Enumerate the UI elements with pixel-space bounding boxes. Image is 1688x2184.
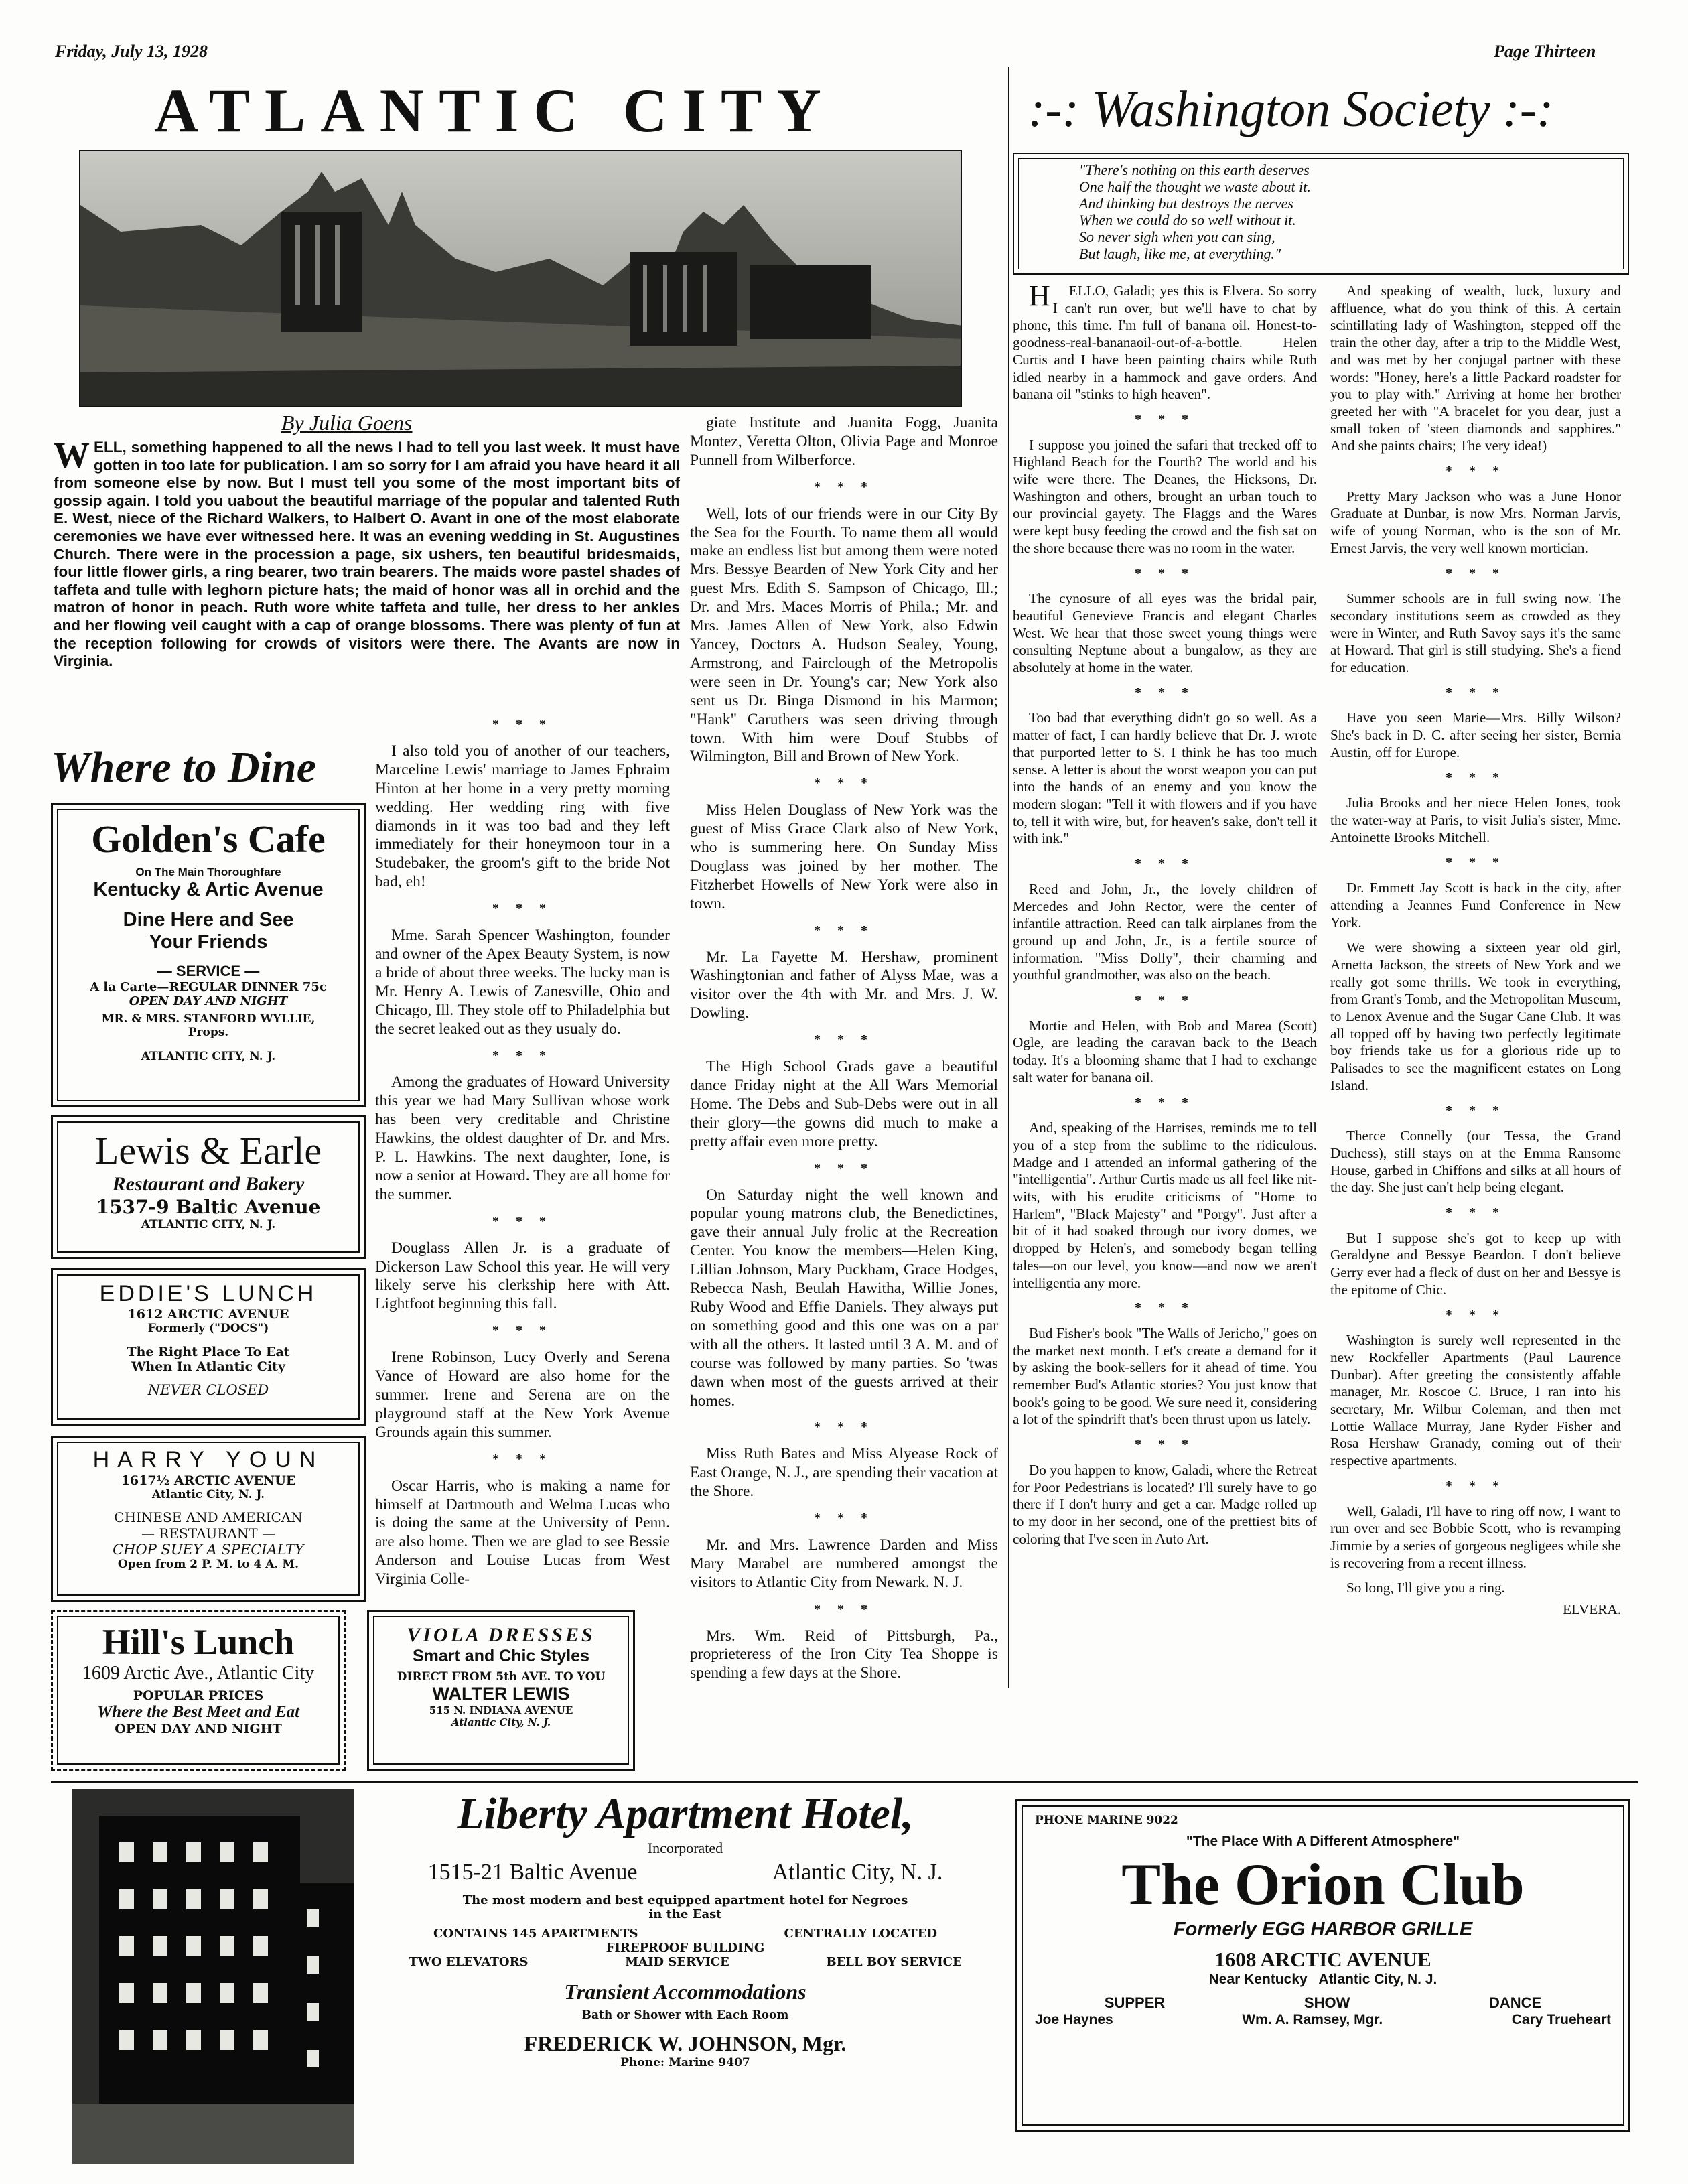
paragraph: We were showing a sixteen year old girl, Arnetta Jackson, the streets of New York and we really got some thrills. We took in everything, from Grant's Tomb, and the Metropolitan Museum, to Lenox Avenue and the Sugar Cane Club. It was all topped off by having two perfectly legitimate boy friends take us for a glorious ride up to Palisades to see the magnificent estates on Long Island. <box>1330 939 1621 1093</box>
separator: * * * <box>814 1511 874 1526</box>
drop-initial: H <box>1029 279 1050 312</box>
byline: By Julia Goens <box>281 411 413 435</box>
paragraph: Too bad that everything didn't go so well. As a matter of fact, I can hardly believe that Dr. J. wrote that purported letter to S. I think he has too much sense. A letter is about the worst weapon you can put into the hands of an enemy and you know the modern slogan: "Tell it with flowers and if you have to, tell it with wire, but, for heaven's sake, don't tell it with ink." <box>1013 709 1317 847</box>
hotel-photo-illustration <box>80 151 962 407</box>
ad-line: Where the Best Meet and Eat <box>96 1703 300 1721</box>
ad-line: in the East <box>648 1907 722 1921</box>
orion-club-ad <box>1015 1799 1630 2132</box>
washington-column-right <box>1330 283 1621 1619</box>
separator: * * * <box>1446 1103 1506 1118</box>
separator: * * * <box>1135 565 1195 581</box>
separator: * * * <box>1446 855 1506 870</box>
atlantic-column-middle <box>375 715 670 1597</box>
separator: * * * <box>492 1451 553 1466</box>
paragraph: Oscar Harris, who is making a name for himself at Dartmouth and Welma Lucas who is doing the same at the University of Penn. are also home. Then we are glad to see Bessie Anderson and Louise Lucas from West Virginia Colle- <box>375 1477 670 1588</box>
ad-line: Wm. A. Ramsey, Mgr. <box>1242 2012 1383 2027</box>
ad-line: DANCE <box>1488 1994 1542 2011</box>
separator: * * * <box>1446 464 1506 479</box>
atlantic-lead <box>54 435 680 671</box>
viola-dresses-ad <box>367 1610 635 1771</box>
separator: * * * <box>814 1601 874 1617</box>
ad-line: 1515-21 Baltic Avenue <box>427 1860 638 1885</box>
paragraph: giate Institute and Juanita Fogg, Juanita Montez, Veretta Olton, Olivia Page and Monroe Punnell from Wilberforce. <box>690 414 998 469</box>
separator: * * * <box>1135 685 1195 700</box>
hills-lunch-ad <box>51 1610 346 1771</box>
separator: * * * <box>1446 1307 1506 1322</box>
paragraph: Irene Robinson, Lucy Overly and Serena Vance of Howard are also home for the summer. Irene and Serena are on the playground staff at the New York Avenue Grounds again this summer. <box>375 1349 670 1441</box>
ad-title: Liberty Apartment Hotel, <box>457 1789 914 1838</box>
ad-line: Formerly EGG HARBOR GRILLE <box>1173 1919 1473 1940</box>
poem-box <box>1013 153 1629 275</box>
ad-line: MAID SERVICE <box>625 1955 729 1969</box>
separator: * * * <box>492 1213 553 1229</box>
paragraph: Bud Fisher's book "The Walls of Jericho," goes on the market next month. Let's create a demand for it by asking the book-sellers for it ahead of time. You remember Bud's Atlantic stories? You just know that book's going to be good. We sure need it, considering a lot of the spindrift that's been thrust upon us lately. <box>1013 1324 1317 1428</box>
paragraph: The cynosure of all eyes was the bridal pair, beautiful Genevieve Francis and elegant Charles West. We hear that those sweet young things were consulting Neptune about a bungalow, as they are absolutely at home in the water. <box>1013 590 1317 676</box>
ad-line: WALTER LEWIS <box>432 1684 570 1704</box>
ad-line: — RESTAURANT — <box>141 1525 275 1542</box>
separator: * * * <box>814 1160 874 1176</box>
paragraph: Miss Helen Douglass of New York was the guest of Miss Grace Clark also of New York, who is summering here. On Sunday Miss Douglass was joined by her mother. The Fitzherbet Howells of New York were also in town. <box>690 801 998 912</box>
goldens-cafe-ad <box>51 803 366 1107</box>
ad-line: FREDERICK W. JOHNSON, Mgr. <box>524 2031 847 2055</box>
separator: * * * <box>492 901 553 916</box>
separator: * * * <box>814 1032 874 1048</box>
poem-line: And thinking but destroys the nerves <box>1079 195 1293 212</box>
washington-society-title: :-: Washington Society :-: <box>1028 81 1554 137</box>
ad-line: Formerly ("DOCS") <box>147 1322 269 1335</box>
separator: * * * <box>814 776 874 791</box>
lewis-earle-ad <box>51 1115 366 1259</box>
paragraph: Mr. and Mrs. Lawrence Darden and Miss Mary Marabel are numbered amongst the visitors to Atlantic City from Newark. N. J. <box>690 1535 998 1591</box>
ad-line: Your Friends <box>149 931 268 953</box>
poem-line: "There's nothing on this earth deserves <box>1079 161 1310 178</box>
separator: * * * <box>492 1323 553 1339</box>
separator: * * * <box>1446 1205 1506 1221</box>
separator: * * * <box>1446 1478 1506 1493</box>
ad-line: A la Carte—REGULAR DINNER 75c <box>90 980 327 994</box>
paragraph: Among the graduates of Howard University this year we had Mary Sullivan whose work has been very creditable and Christine Hawkins, the oldest daughter of Dr. and Mrs. P. L. Hawkins. The next daughter, Ione, is now a senior at Howard. They are all home for the summer. <box>375 1073 670 1203</box>
atlantic-city-title: ATLANTIC CITY <box>154 76 836 145</box>
separator: * * * <box>1135 856 1195 872</box>
ad-line: ATLANTIC CITY, N. J. <box>141 1050 276 1063</box>
liberty-hotel-ad <box>72 1789 1010 2164</box>
ad-line: ATLANTIC CITY, N. J. <box>141 1218 276 1231</box>
washington-column-left <box>1013 279 1317 1556</box>
drop-initial: W <box>54 435 90 475</box>
ad-line: Props. <box>188 1026 229 1039</box>
atlantic-column-right <box>690 414 998 1691</box>
ad-line: OPEN DAY AND NIGHT <box>115 1722 282 1736</box>
ad-line: CHINESE AND AMERICAN <box>114 1509 303 1525</box>
ad-line: CONTAINS 145 APARTMENTS <box>433 1927 638 1941</box>
ad-line: On The Main Thoroughfare <box>135 866 281 878</box>
paragraph: H ELLO, Galadi; yes this is Elvera. So sorry I can't run over, but we'll have to chat by phone, this time. I'm full of banana oil. Honest-to-goodness-real-bananaoil-out-of-a-bottle. Helen Curtis and I have been painting chairs while Ruth idled nearby in a hammock and gave orders. And banana oil "stinks to high heaven". <box>1013 279 1317 403</box>
separator: * * * <box>1135 1437 1195 1452</box>
ad-line: The Right Place To Eat <box>127 1345 290 1359</box>
paragraph: Mr. La Fayette M. Hershaw, prominent Washingtonian and father of Alyss Mae, was a visitor over the 4th with Mr. and Mrs. J. W. Dowling. <box>690 948 998 1022</box>
ad-line: Atlantic City, N. J. <box>451 1716 551 1728</box>
ad-line: TWO ELEVATORS <box>409 1955 529 1969</box>
ad-line: MR. & MRS. STANFORD WYLLIE, <box>101 1012 315 1026</box>
ad-line: 1617½ ARCTIC AVENUE <box>121 1473 296 1488</box>
ad-line: 1537-9 Baltic Avenue <box>96 1196 321 1218</box>
paragraph: Douglass Allen Jr. is a graduate of Dickerson Law School this year. He will very likely serve his clerkship here with Att. Lightfoot beginning this fall. <box>375 1239 670 1313</box>
ad-title: Golden's Cafe <box>91 817 326 861</box>
ad-line: Near Kentucky Atlantic City, N. J. <box>1208 1972 1437 1987</box>
paragraph: Washington is surely well represented in the new Rockfeller Apartments (Paul Laurence Dunbar). After greeting the consistently affable manager, Mr. Roscoe C. Bruce, I ran into his secretary, Mr. Wilbur Coleman, and then met Lottie Wallace Murray, Jane Ryder Fisher and Rosa Hershaw Granady, coming out of their respective apartments. <box>1330 1332 1621 1469</box>
separator: * * * <box>1446 685 1506 700</box>
ad-line: POPULAR PRICES <box>133 1688 264 1703</box>
where-to-dine-heading: Where to Dine <box>51 743 316 792</box>
paragraph: Mme. Sarah Spencer Washington, founder and owner of the Apex Beauty System, is now a bride of about three weeks. The lucky man is Mr. Henry A. Lewis of Zanesville, Ohio and Chicago, Ill. They stole off to Philadelphia but the secret leaked out as they usualy do. <box>375 927 670 1038</box>
paragraph: I also told you of another of our teachers, Marceline Lewis' marriage to James Ephraim Hinton at her home in a very pretty morning wedding. Her wedding ring with five diamonds in it was too bad and they left immediately for their honeymoon tour in a Studebaker, the groom's gift to the bride Not bad, eh! <box>375 742 670 891</box>
ad-line: Incorporated <box>647 1840 723 1856</box>
lead-text: ELL, something happened to all the news I had to tell you last week. It must have gotten in too late for publication. I am so sorry for I am afraid you have heard it all from someone else by now. But I must tell you some of the most important bits of gossip again. I told you uabout the beautiful marriage of the popular and talented Ruth E. West, niece of the Richard Walkers, to Halbert O. Avant in one of the most elaborate ceremonies we have ever witnessed here. It was an evening wedding in St. Augustines Church. There were in the procession a page, six ushers, ten beautiful bridesmaids, four little flower girls, a ring bearer, two train bearers. The maids wore pastel shades of taffeta and tulle with leghorn picture hats; the maid of honor was all in orchid and the matron of honor in peach. Ruth wore white taffeta and tulle, her dress to her ankles and her flowing veil caught with a cap of orange blossoms. There was plenty of fun at the reception following for crowds of visitors were there. The Avants are now in Virginia. <box>54 439 680 670</box>
ad-title: EDDIE'S LUNCH <box>99 1281 318 1306</box>
paragraph: Do you happen to know, Galadi, where the Retreat for Poor Pedestrians is located? I'll surely have to go there if I don't hurry and get a car. Madge rolled up to my door in her second, one of the prettiest bits of coloring that I've seen in Auto Art. <box>1013 1461 1317 1547</box>
paragraph: Mrs. Wm. Reid of Pittsburgh, Pa., proprieteress of the Iron City Tea Shoppe is spending a few days at the Shore. <box>690 1627 998 1682</box>
ad-title: HARRY YOUN <box>92 1447 324 1473</box>
bottom-rule <box>51 1781 1638 1783</box>
separator: * * * <box>1446 565 1506 581</box>
ad-line: DIRECT FROM 5th AVE. TO YOU <box>397 1670 606 1684</box>
paragraph: So long, I'll give you a ring. <box>1346 1580 1505 1596</box>
paragraph: Pretty Mary Jackson who was a June Honor Graduate at Dunbar, is now Mrs. Norman Jarvis, wife of young Norman, who is the son of Mr. Ernest Jarvis, the very well known mortician. <box>1330 488 1621 556</box>
paragraph: Julia Brooks and her niece Helen Jones, took the water-way at Paris, to visit Julia's sister, Mme. Antoinette Brooks Mitchell. <box>1330 795 1621 845</box>
ad-line: Open from 2 P. M. to 4 A. M. <box>117 1558 299 1571</box>
ad-line: NEVER CLOSED <box>147 1382 269 1398</box>
paragraph: Summer schools are in full swing now. The secondary institutions seem as crowded as they were in Winter, and Ruth Savoy says it's the same at Howard. That girl is still studying. She's a fiend for education. <box>1330 590 1621 676</box>
column-rule <box>1008 67 1009 1688</box>
paragraph: The High School Grads gave a beautiful dance Friday night at the All Wars Memorial Home. The Debs and Sub-Debs were out in all their glory—the gowns did much to make a pretty affair even more pretty. <box>690 1058 998 1150</box>
ad-title: Lewis & Earle <box>94 1129 322 1172</box>
hotel-building-illustration <box>72 1789 354 2164</box>
ad-line: 1609 Arctic Ave., Atlantic City <box>82 1663 315 1684</box>
separator: * * * <box>1135 1300 1195 1316</box>
paragraph: And, speaking of the Harrises, reminds me to tell you of a step from the sublime to the ridiculous. Madge and I attended an informal gathering of the "intelligentia". Arthur Curtis made us all feel like nit-wits, with his erudite criticisms of "Home to Harlem", "Black Majesty" and "Porgy". Just after a bit of it had soaked through our ivory domes, we dropped by Helen's, and somebody began telling tales—on our level, you know—and now we aren't intelligentia any more. <box>1013 1119 1317 1291</box>
poem-line: But laugh, like me, at everything." <box>1079 245 1281 262</box>
poem-line: When we could do so well without it. <box>1079 212 1296 228</box>
eddies-lunch-ad <box>51 1268 366 1426</box>
ad-line: OPEN DAY AND NIGHT <box>129 994 288 1008</box>
paragraph: And speaking of wealth, luck, luxury and affluence, what do you think of this. A certain scintillating lady of Washington, stepped off the train the other day, after a trip to the Middle West, and was met by her conjugal partner with these words: "Honey, here's a little Packard roadster for you to play with." Arriving at home her brother greeted her with "A bracelet for you dear, just a small token of 'steen diamonds and sapphires." And she paints chairs; The very idea!) <box>1330 283 1621 454</box>
ad-line: PHONE MARINE 9022 <box>1035 1814 1178 1827</box>
ad-line: Atlantic City, N. J. <box>151 1488 265 1501</box>
separator: * * * <box>1446 770 1506 785</box>
separator: * * * <box>1135 1095 1195 1110</box>
separator: * * * <box>1135 411 1195 427</box>
ad-line: Phone: Marine 9407 <box>620 2056 750 2069</box>
paragraph: I suppose you joined the safari that trecked off to Highland Beach for the Fourth? The world and his wife were there. The Deanes, the Hicksons, Dr. Washington and others, brought an urban touch to our provincial gayety. The Flaggs and the Wares were kept busy feeding the crowd and the fish sat on the shore because there was no room in the water. <box>1013 436 1317 556</box>
ad-line: Smart and Chic Styles <box>413 1647 589 1665</box>
ad-title: Hill's Lunch <box>102 1622 295 1662</box>
signature: ELVERA. <box>1563 1601 1621 1618</box>
ad-line: Bath or Shower with Each Room <box>581 2008 789 2022</box>
separator: * * * <box>814 1420 874 1435</box>
paragraph: Well, Galadi, I'll have to ring off now, I want to run over and see Bobbie Scott, who is revamping Jimmie by a series of gorgeous negligees while she is recovering from a recent illness. <box>1330 1503 1621 1571</box>
ad-line: Joe Haynes <box>1035 2012 1113 2027</box>
ad-line: "The Place With A Different Atmosphere" <box>1186 1834 1460 1849</box>
separator: * * * <box>492 1048 553 1063</box>
ad-line: 515 N. INDIANA AVENUE <box>429 1704 573 1716</box>
paragraph: Dr. Emmett Jay Scott is back in the city, after attending a Jeannes Fund Conference in New York. <box>1330 880 1621 931</box>
paragraph: On Saturday night the well known and popular young matrons club, the Benedictines, gave their annual July frolic at the Recreation Center. You know the members—Helen King, Lillian Johnson, Mary Puckham, Grace Hodges, Rebecca Nash, Beulah Hawitha, Willie Jones, Ruby Wood and Effie Daniels. They always put on something good and this one was on a par with all the others. It lasted until 3 A. M. and of course was followed by many parties. So 'twas dawn when most of the guests arrived at their homes. <box>690 1186 998 1410</box>
ad-line: Dine Here and See <box>123 909 294 931</box>
ad-line: CENTRALLY LOCATED <box>784 1927 937 1941</box>
ad-line: BELL BOY SERVICE <box>826 1955 962 1969</box>
separator: * * * <box>814 479 874 494</box>
separator: * * * <box>814 923 874 938</box>
paragraph: But I suppose she's got to keep up with Geraldyne and Bessye Beardon. I don't believe Gerry ever had a fleck of dust on her and Bessye is the epitome of Chic. <box>1330 1229 1621 1298</box>
harry-youn-ad <box>51 1436 366 1602</box>
poem-line: One half the thought we waste about it. <box>1079 178 1311 195</box>
issue-date: Friday, July 13, 1928 <box>55 42 208 61</box>
page-number: Page Thirteen <box>1494 42 1596 61</box>
ad-line: Atlantic City, N. J. <box>772 1860 943 1885</box>
paragraph: Reed and John, Jr., the lovely children of Mercedes and John Rector, were the center of infantile attraction. Reed can talk airplanes from the ground up and John, Jr., is a fertile source of information. "Miss Dolly", their charming and youthful grandmother, was also on the beach. <box>1013 880 1317 983</box>
ad-line: Transient Accommodations <box>564 1980 806 2004</box>
ad-line: 1608 ARCTIC AVENUE <box>1214 1948 1431 1971</box>
ad-line: Kentucky & Artic Avenue <box>93 879 324 900</box>
ad-title: The Orion Club <box>1121 1852 1525 1917</box>
ad-line: The most modern and best equipped apartment hotel for Negroes <box>462 1893 908 1907</box>
paragraph: Therce Connelly (our Tessa, the Grand Duchess), still stays on at the Emma Ransome House, garbed in Chiffons and silks at all hours of the day. She just can't help being elegant. <box>1330 1128 1621 1196</box>
hotel-photo <box>79 150 962 407</box>
poem-line: So never sigh when you can sing, <box>1079 228 1275 245</box>
ad-line: When In Atlantic City <box>131 1359 285 1374</box>
separator: * * * <box>1135 993 1195 1008</box>
ad-line: FIREPROOF BUILDING <box>606 1941 765 1955</box>
paragraph: Miss Ruth Bates and Miss Alyease Rock of East Orange, N. J., are spending their vacation at the Shore. <box>690 1445 998 1501</box>
ad-title: VIOLA DRESSES <box>407 1624 595 1646</box>
ad-line: CHOP SUEY A SPECIALTY <box>113 1542 304 1558</box>
paragraph: Have you seen Marie—Mrs. Billy Wilson? She's back in D. C. after seeing her sister, Bernia Austin, off for Europe. <box>1330 709 1621 760</box>
ad-line: — SERVICE — <box>157 963 260 979</box>
ad-line: Cary Trueheart <box>1511 2012 1611 2027</box>
paragraph: Mortie and Helen, with Bob and Marea (Scott) Ogle, are leading the caravan back to the Beach today. It's a blooming shame that I had to exchange salt water for banana oil. <box>1013 1017 1317 1085</box>
ad-line: SHOW <box>1304 1994 1350 2011</box>
paragraph: Well, lots of our friends were in our City By the Sea for the Fourth. To name them all would make an endless list but among them were noted Mrs. Bessye Bearden of New York City and her guest Mrs. Edith S. Sampson of Chicago, Ill.; Dr. and Mrs. Maces Morris of Phila.; Mr. and Mrs. James Allen of New York, also Edwin Yancey, Doctors A. Hudson Sealey, Young, Armstrong, and Fairclough of the Metropolis were seen in Dr. Young's car; New York also sent us Dr. Binga Dismond in his Marmon; "Hank" Caruthers was seen driving through town. With him were Douf Stubbs of Wilmington, Bill and Brown of New York. <box>690 504 998 766</box>
ad-line: 1612 ARCTIC AVENUE <box>127 1307 289 1322</box>
separator: * * * <box>492 717 553 732</box>
ad-line: SUPPER <box>1104 1994 1166 2011</box>
ad-line: Restaurant and Bakery <box>112 1173 305 1195</box>
